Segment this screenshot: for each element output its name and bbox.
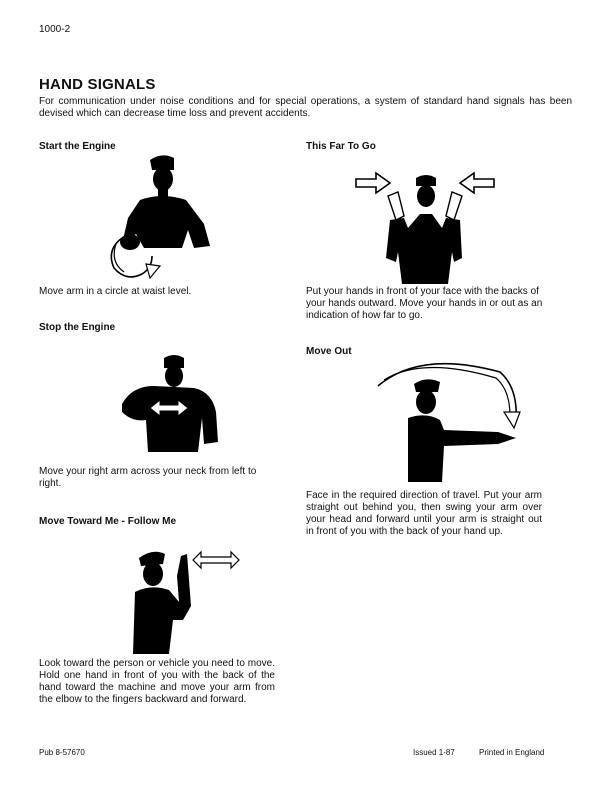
move-out-illustration [370, 358, 530, 483]
description-move-out: Face in the required direction of travel. Put your arm straight out behind you, then swing your arm over your head and forward until your arm is straight out in front of you with the back of your hand up. [306, 490, 542, 537]
footer-issued: Issued 1-87 [413, 748, 455, 757]
description-move-toward: Look toward the person or vehicle you need to move. Hold one hand in front of you with the back of the hand toward the machine and move your arm from the elbow to the fingers backward and forward. [39, 658, 275, 705]
page-number: 1000-2 [39, 24, 71, 35]
page-title: HAND SIGNALS [39, 76, 156, 93]
stop-engine-illustration [112, 352, 222, 454]
footer-publication: Pub 8-57670 [39, 748, 85, 757]
heading-move-out: Move Out [306, 346, 352, 357]
start-engine-illustration [100, 148, 225, 284]
heading-stop-engine: Stop the Engine [39, 322, 116, 333]
description-start-engine: Move arm in a circle at waist level. [39, 286, 192, 297]
footer-printed: Printed in England [479, 748, 545, 757]
move-toward-illustration [125, 540, 245, 656]
intro-paragraph: For communication under noise conditions and for special operations, a system of standard hand signals has been devised which can decrease time loss and prevent accidents. [39, 96, 572, 119]
heading-this-far: This Far To Go [306, 141, 376, 152]
this-far-illustration [350, 168, 500, 286]
description-this-far: Put your hands in front of your face with the backs of your hands outward. Move your hands in or out as an indication of how far to go. [306, 286, 543, 321]
heading-start-engine: Start the Engine [39, 141, 116, 152]
description-stop-engine: Move your right arm across your neck from left to right. [39, 466, 257, 489]
heading-move-toward: Move Toward Me - Follow Me [39, 516, 177, 527]
